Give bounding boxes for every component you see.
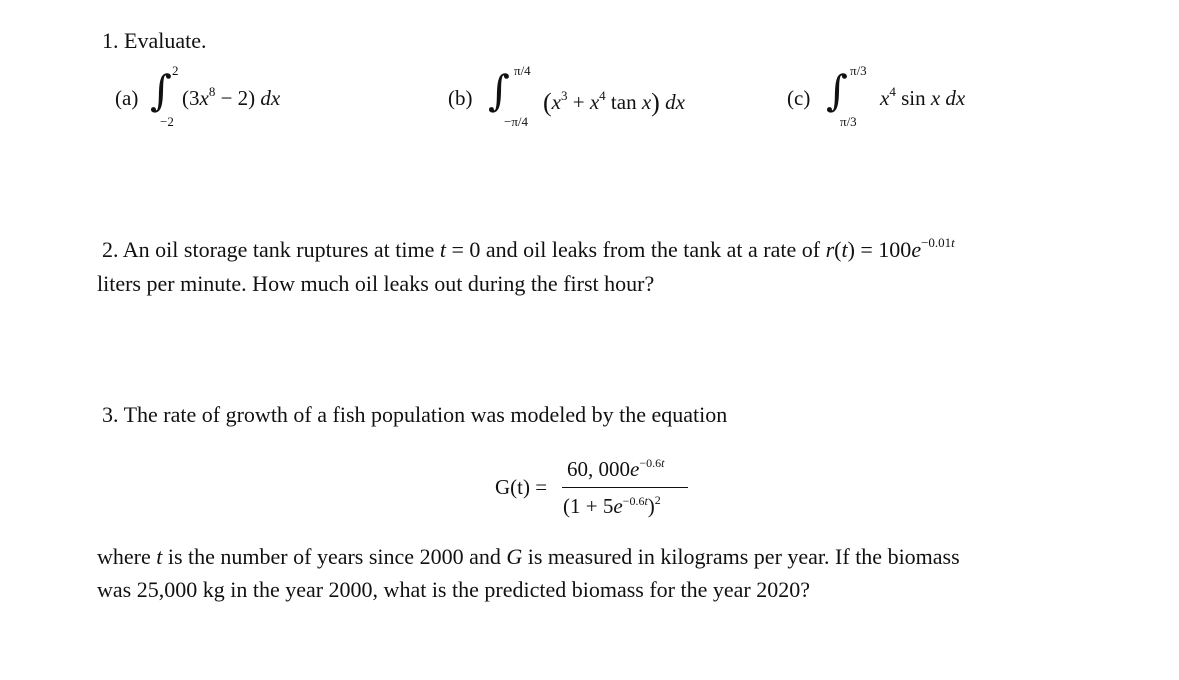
integral-sign-b: ∫ bbox=[488, 66, 510, 115]
part-c-label: (c) bbox=[787, 86, 811, 110]
lower-limit-b: −π/4 bbox=[504, 114, 529, 129]
lower-limit-c: π/3 bbox=[840, 114, 857, 129]
problem-1-heading: 1. Evaluate. bbox=[102, 28, 207, 53]
integrand-b: ($x^3 + x^4$ tan x) dx bbox=[543, 88, 685, 117]
problem-3-paragraph-line-1: where t is the number of years since 2000 and G is measured in kilograms per year. If the biomass bbox=[97, 544, 960, 569]
part-a-label: (a) bbox=[115, 86, 139, 110]
lower-limit-a: −2 bbox=[160, 114, 174, 129]
upper-limit-a: 2 bbox=[172, 63, 179, 78]
upper-limit-c: π/3 bbox=[850, 63, 867, 78]
part-b-label: (b) bbox=[448, 86, 473, 110]
problem-3-line-1: 3. The rate of growth of a fish population was modeled by the equation bbox=[102, 402, 728, 427]
problem-2-line-2: liters per minute. How much oil leaks out during the first hour? bbox=[97, 271, 655, 296]
problem-2-line-1: 2. An oil storage tank ruptures at time t = 0 and oil leaks from the tank at a rate of $r(t) = 100e^{-0.01t}$ bbox=[102, 235, 955, 262]
integral-sign-c: ∫ bbox=[826, 66, 848, 115]
equation-lhs: G(t) = bbox=[495, 475, 548, 499]
equation-numerator: 60, $000e^{-0.6t}$ bbox=[567, 456, 665, 481]
upper-limit-b: π/4 bbox=[514, 63, 531, 78]
equation-denominator: $(1 + 5e^{-0.6t})^2$ bbox=[563, 493, 661, 518]
integrand-a: $(3x^8 - 2)$ dx bbox=[182, 84, 281, 110]
integrand-c: $x^4$ sin x dx bbox=[880, 84, 966, 110]
integral-sign-a: ∫ bbox=[150, 66, 172, 115]
fraction-bar bbox=[562, 487, 688, 488]
problem-3-paragraph-line-2: was 25,000 kg in the year 2000, what is the predicted biomass for the year 2020? bbox=[97, 577, 810, 602]
